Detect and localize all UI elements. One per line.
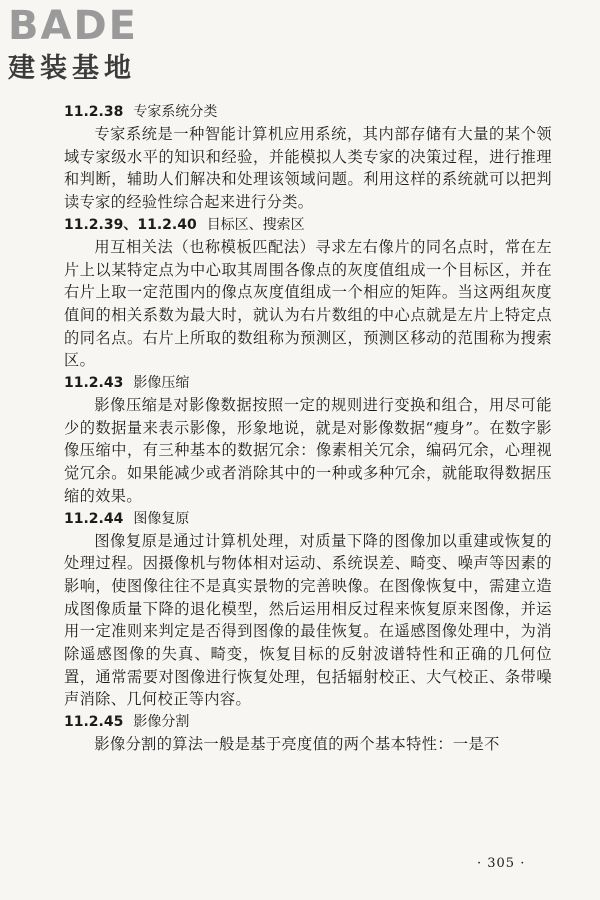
logo-wordmark: BADE: [8, 3, 138, 49]
section-number: 11.2.38: [64, 104, 124, 120]
section-title: 影像分割: [133, 714, 190, 731]
section-paragraph: 影像压缩是对影像数据按照一定的规则进行变换和组合，用尽可能少的数据量来表示影像，形象地说，就是对影像数据“瘦身”。在数字影像压缩中，有三种基本的数据冗余：像素相关冗余，编码冗余，心理视觉冗余。如果能减少或者消除其中的一种或多种冗余，就能取得数据压缩的效果。: [64, 396, 552, 505]
bade-logo: [8, 4, 178, 86]
logo-subtitle: 建装基地: [8, 53, 136, 84]
section-heading: [64, 711, 552, 733]
section-heading: [64, 101, 552, 123]
section-paragraph: 影像分割的算法一般是基于亮度值的两个基本特性：一是不: [94, 735, 500, 754]
section-paragraph: 用互相关法（也称模板匹配法）寻求左右像片的同名点时，常在左片上以某特定点为中心取其周围各像点的灰度值组成一个目标区，并在右片上取一定范围内的像点灰度值组成一个相应的矩阵。当这两组灰度值间的相关系数为最大时，就认为右片数组的中心点就是左片上特定点的同名点。右片上所取的数组称为预测区，预测区移动的范围称为搜索区。: [64, 237, 552, 370]
section-title: 目标区、搜索区: [206, 216, 305, 233]
page-content: [64, 101, 552, 756]
section-title: 专家系统分类: [133, 104, 218, 120]
section-number: 11.2.45: [64, 714, 124, 731]
section-paragraph: 专家系统是一种智能计算机应用系统，其内部存储有大量的某个领域专家级水平的知识和经验，并能模拟人类专家的决策过程，进行推理和判断，辅助人们解决和处理该领域问题。利用这样的系统就可以把判读专家的经验性综合起来进行分类。: [64, 125, 552, 212]
section-heading: [64, 372, 552, 394]
section-heading: [64, 214, 552, 236]
section-title: 图像复原: [133, 510, 190, 527]
section-paragraph: 图像复原是通过计算机处理，对质量下降的图像加以重建或恢复的处理过程。因摄像机与物体相对运动、系统误差、畸变、噪声等因素的影响，使图像往往不是真实景物的完善映像。在图像恢复中，需建立造成图像质量下降的退化模型，然后运用相反过程来恢复原来图像，并运用一定准则来判定是否得到图像的最佳恢复。在遥感图像处理中，为消除遥感图像的失真、畸变，恢复目标的反射波谱特性和正确的几何位置，通常需要对图像进行恢复处理，包括辐射校正、大气校正、条带噪声消除、几何校正等内容。: [64, 531, 552, 709]
section-number: 11.2.39、11.2.40: [64, 216, 197, 233]
section-number: 11.2.44: [64, 510, 124, 527]
section-title: 影像压缩: [133, 375, 190, 392]
section-number: 11.2.43: [64, 375, 124, 392]
page-number: · 305 ·: [477, 856, 526, 871]
section-heading: [64, 508, 552, 530]
